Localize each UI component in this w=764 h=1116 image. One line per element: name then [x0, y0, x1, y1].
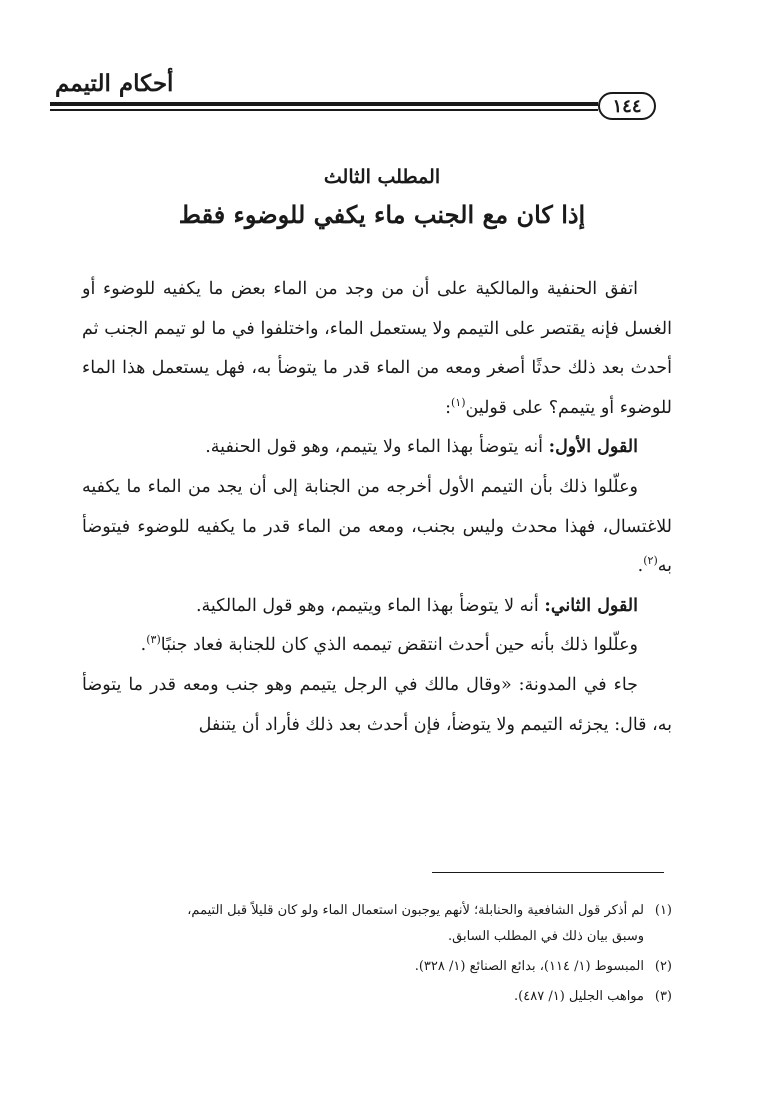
paragraph-reasoning-2 [82, 626, 672, 666]
running-title: أحكام التيمم [55, 70, 174, 97]
section-label: المطلب الثالث [323, 166, 441, 188]
footnote-1-line-2: وسبق بيان ذلك في المطلب السابق. [448, 929, 644, 944]
paragraph-intro-end: : [445, 397, 451, 418]
footnote-separator [432, 872, 664, 873]
paragraph-reasoning-1-end: . [637, 556, 644, 577]
footnote-2 [82, 954, 672, 980]
opinion-1-label: القول الأول: [548, 437, 638, 458]
opinion-2-text: أنه لا يتوضأ بهذا الماء ويتيمم، وهو قول المالكية. [195, 595, 539, 616]
paragraph-reasoning-2-text: وعلّلوا ذلك بأنه حين أحدث انتقض تيممه الذي كان للجنابة فعاد جنبًا [160, 635, 638, 656]
header-rule [50, 102, 598, 106]
page-number: ١٤٤ [612, 95, 642, 117]
opinion-2-label: القول الثاني: [544, 595, 638, 616]
paragraph-opinion-1 [82, 428, 672, 468]
footnote-3-number: (٣) [654, 989, 672, 1004]
footnote-ref-3: (٣) [146, 633, 161, 647]
paragraph-intro [82, 270, 672, 428]
footnote-1-line-1: لم أذكر قول الشافعية والحنابلة؛ لأنهم يوجبون استعمال الماء ولو كان قليلاً قبل التيمم، [187, 903, 644, 918]
paragraph-reasoning-1-text: وعلّلوا ذلك بأن التيمم الأول أخرجه من الجنابة إلى أن يجد من الماء ما يكفيه للاغتسال، فهذا محدث وليس بجنب، ومعه من الماء قدر ما يكفيه للوضوء فيتوضأ به [82, 476, 672, 577]
paragraph-opinion-2 [82, 587, 672, 627]
footnote-ref-1: (١) [450, 395, 466, 409]
body-text [82, 270, 672, 745]
footnote-1-number: (١) [654, 903, 672, 918]
section-title: إذا كان مع الجنب ماء يكفي للوضوء فقط [178, 200, 586, 229]
opinion-1-text: أنه يتوضأ بهذا الماء ولا يتيمم، وهو قول الحنفية. [205, 437, 544, 458]
footnote-ref-2: (٢) [643, 554, 658, 568]
header-rule-thin [50, 109, 598, 111]
footnote-1 [82, 898, 672, 950]
footnote-2-number: (٢) [654, 959, 672, 974]
footnote-3 [82, 984, 672, 1010]
footnotes [82, 898, 672, 1014]
paragraph-reasoning-2-end: . [140, 635, 147, 656]
paragraph-quote: جاء في المدونة: «وقال مالك في الرجل يتيمم وهو جنب ومعه قدر ما يتوضأ به، قال: يجزئه التيمم ولا يتوضأ، فإن أحدث بعد ذلك فأراد أن يتنفل [82, 674, 672, 735]
footnote-2-text: المبسوط (١/ ١١٤)، بدائع الصنائع (١/ ٣٢٨). [414, 959, 644, 974]
footnote-3-text: مواهب الجليل (١/ ٤٨٧). [514, 989, 644, 1004]
page-number-badge [598, 92, 656, 120]
paragraph-intro-text: اتفق الحنفية والمالكية على أن من وجد من الماء بعض ما يكفيه للوضوء أو الغسل فإنه يقتصر على التيمم ولا يستعمل الماء، واختلفوا في ما لو تيمم الجنب ثم أحدث بعد ذلك حدثًا أصغر ومعه من الماء قدر ما يتوضأ به، فهل يستعمل هذا الماء للوضوء أو يتيمم؟ على قولين [82, 279, 672, 418]
paragraph-reasoning-1 [82, 468, 672, 587]
